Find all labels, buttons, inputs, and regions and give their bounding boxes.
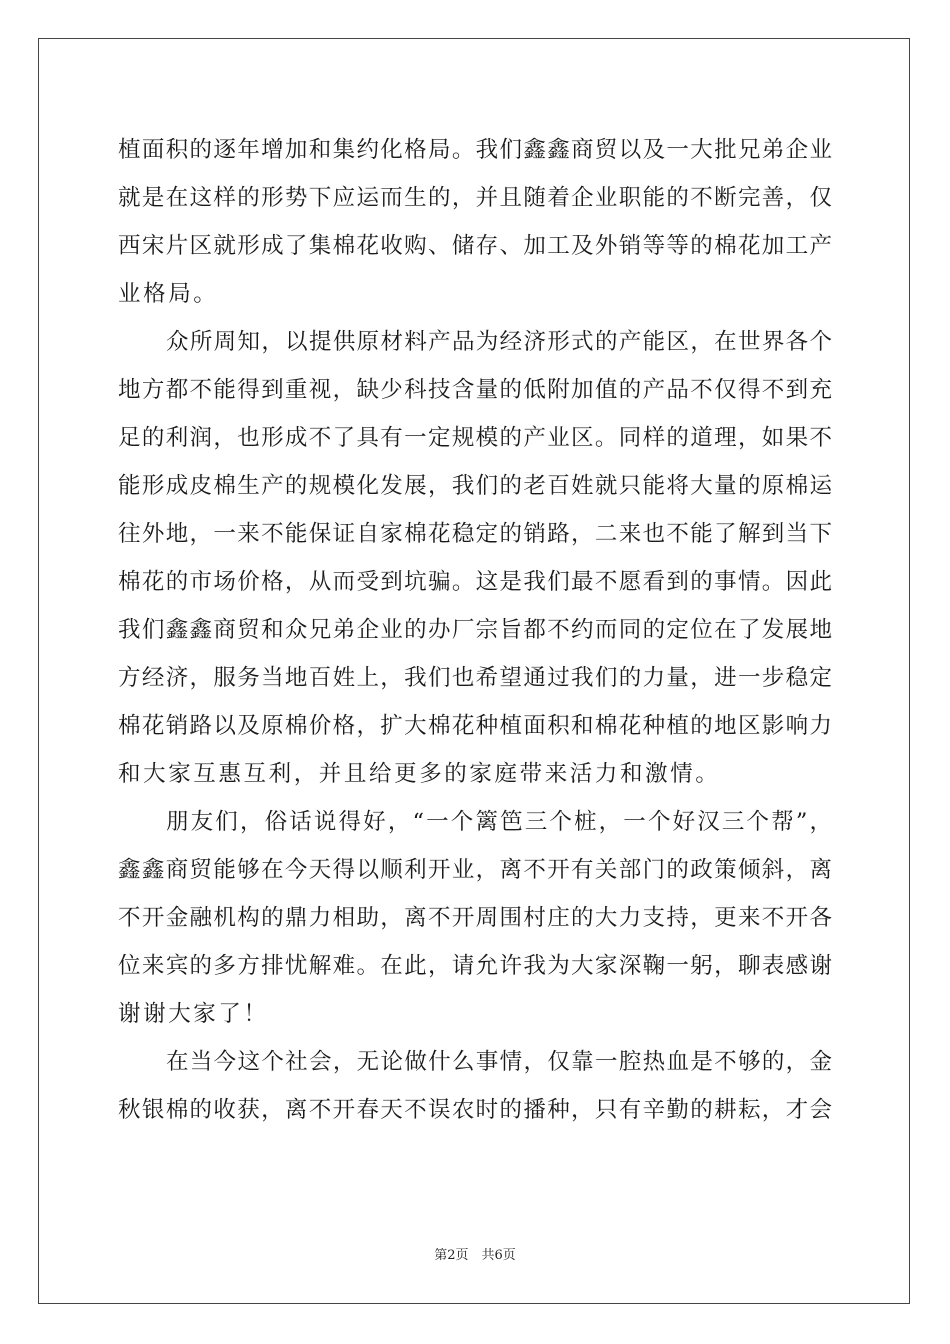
- text-line: 谢谢大家了！: [118, 1001, 269, 1027]
- text-line: 地方都不能得到重视，缺少科技含量的低附加值的产品不仅得不到充: [118, 377, 832, 403]
- text-line: 位来宾的多方排忧解难。在此，请允许我为大家深鞠一躬，聊表感谢: [118, 953, 832, 979]
- text-line: 西宋片区就形成了集棉花收购、储存、加工及外销等等的棉花加工产: [118, 233, 832, 259]
- text-line: 和大家互惠互利，并且给更多的家庭带来活力和激情。: [118, 761, 721, 787]
- text-line: 棉花的市场价格，从而受到坑骗。这是我们最不愿看到的事情。因此: [118, 569, 832, 595]
- text-line: 鑫鑫商贸能够在今天得以顺利开业，离不开有关部门的政策倾斜，离: [118, 857, 832, 883]
- text-line: 棉花销路以及原棉价格，扩大棉花种植面积和棉花种植的地区影响力: [118, 713, 832, 739]
- paragraph-first-line: 在当今这个社会，无论做什么事情，仅靠一腔热血是不够的，金: [166, 1049, 832, 1075]
- text-line: 秋银棉的收获，离不开春天不误农时的播种，只有辛勤的耕耘，才会: [118, 1097, 832, 1123]
- text-line: 我们鑫鑫商贸和众兄弟企业的办厂宗旨都不约而同的定位在了发展地: [118, 617, 832, 643]
- text-line: 植面积的逐年增加和集约化格局。我们鑫鑫商贸以及一大批兄弟企业: [118, 137, 832, 163]
- text-line: 就是在这样的形势下应运而生的，并且随着企业职能的不断完善，仅: [118, 185, 832, 211]
- text-line: 方经济，服务当地百姓上，我们也希望通过我们的力量，进一步稳定: [118, 665, 832, 691]
- paragraph-first-line: 众所周知，以提供原材料产品为经济形式的产能区，在世界各个: [166, 329, 832, 355]
- text-line: 足的利润，也形成不了具有一定规模的产业区。同样的道理，如果不: [118, 425, 832, 451]
- text-line: 能形成皮棉生产的规模化发展，我们的老百姓就只能将大量的原棉运: [118, 473, 832, 499]
- text-line: 不开金融机构的鼎力相助，离不开周围村庄的大力支持，更来不开各: [118, 905, 832, 931]
- paragraph-first-line: 朋友们，俗话说得好，“一个篱笆三个桩，一个好汉三个帮”，: [166, 809, 832, 835]
- page-number-footer: 第2页 共6页: [434, 1248, 516, 1263]
- text-line: 业格局。: [118, 281, 219, 307]
- text-line: 往外地，一来不能保证自家棉花稳定的销路，二来也不能了解到当下: [118, 521, 832, 547]
